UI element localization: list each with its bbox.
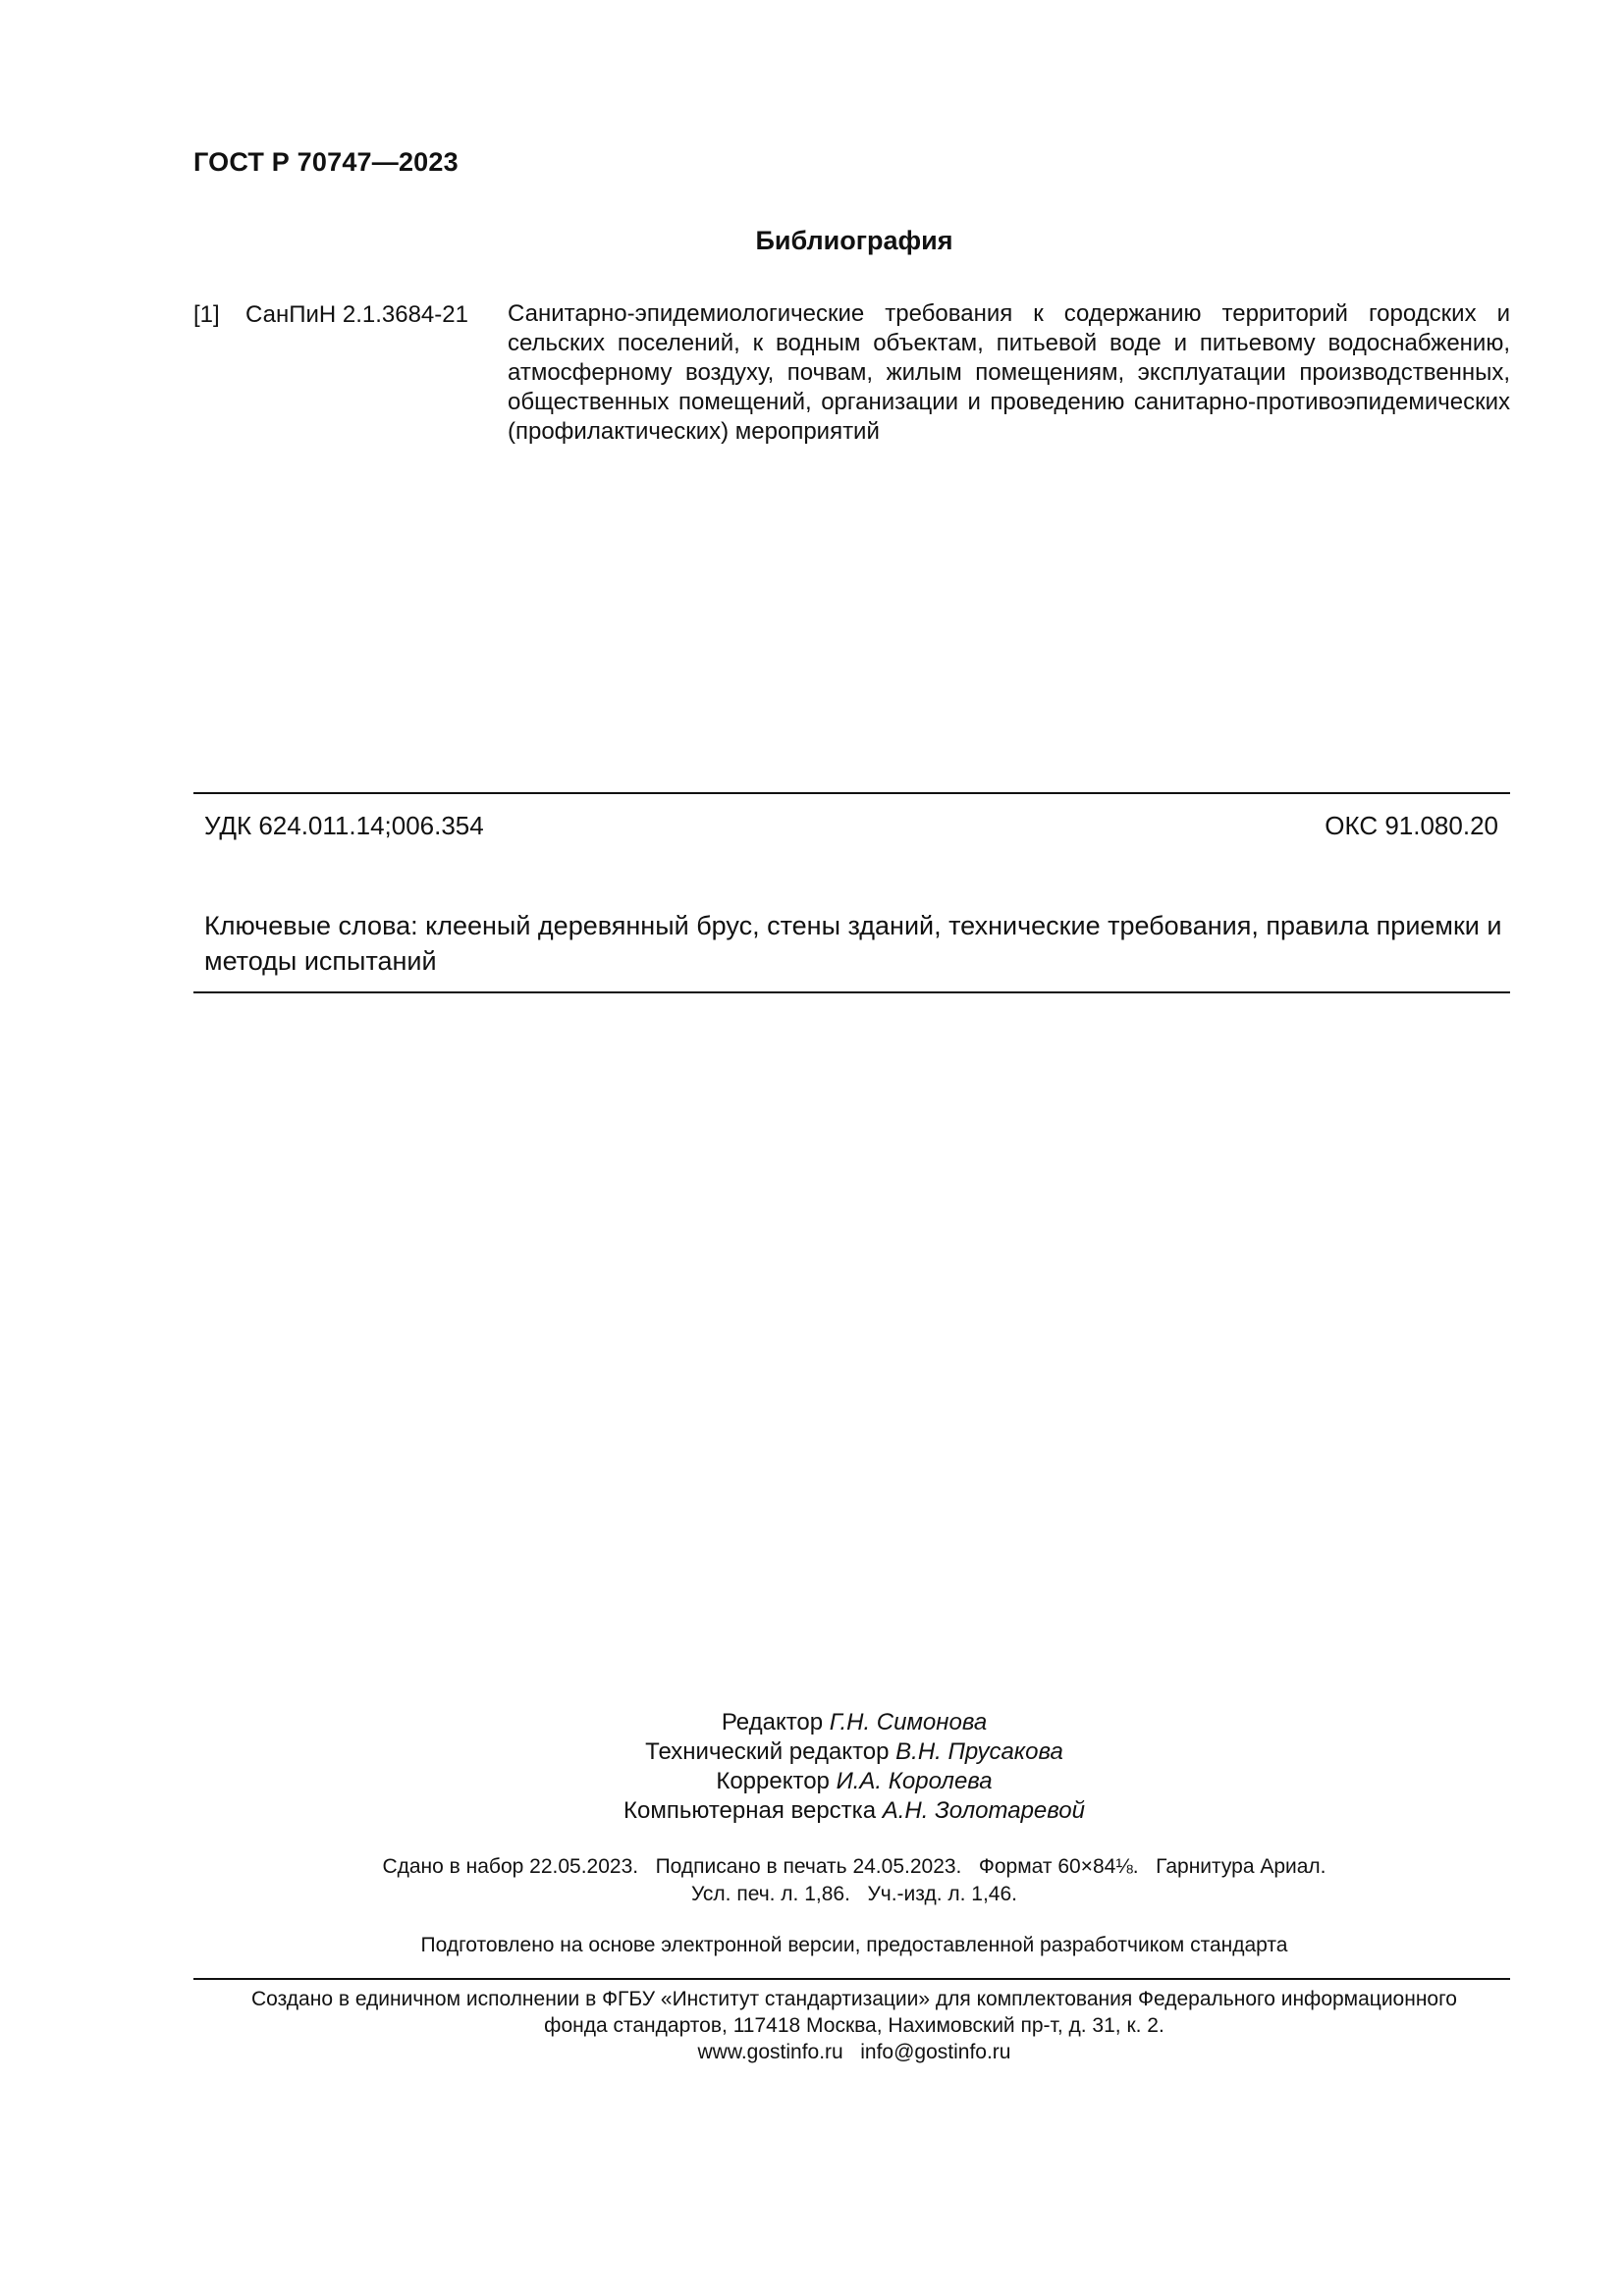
print-info	[0, 1853, 1624, 1908]
credit-layout: Компьютерная верстка А.Н. Золотаревой	[623, 1797, 1085, 1824]
print-info-line1: Сдано в набор 22.05.2023. Подписано в печать 24.05.2023. Формат 60×84⅛. Гарнитура Ариал.	[382, 1855, 1326, 1878]
reference-code: СанПиН 2.1.3684-21	[245, 301, 468, 328]
created-note	[0, 1986, 1624, 2065]
credits-block	[0, 1708, 1624, 1826]
credit-editor: Редактор Г.Н. Симонова	[721, 1709, 988, 1735]
divider-footer	[193, 1978, 1510, 1980]
print-info-line2: Усл. печ. л. 1,86. Уч.-изд. л. 1,46.	[690, 1883, 1017, 1905]
created-line2: фонда стандартов, 117418 Москва, Нахимовский пр-т, д. 31, к. 2.	[544, 2014, 1164, 2037]
credit-corrector: Корректор И.А. Королева	[716, 1768, 993, 1794]
reference-text: Санитарно-эпидемиологические требования к содержанию территорий городских и сельских поселений, к водным объектам, питьевой воде и питьевому водоснабжению, атмосферному воздуху, почвам, жилым помещениям, эксплуатации производственных, общественных помещений, организации и проведению санитарно-противоэпидемических (профилактических) мероприятий	[508, 300, 1510, 445]
divider-top	[193, 792, 1510, 794]
email-link[interactable]: info@gostinfo.ru	[860, 2041, 1011, 2063]
reference-number: [1]	[193, 301, 220, 328]
udk-code: УДК 624.011.14;006.354	[204, 811, 484, 840]
keywords: Ключевые слова: клееный деревянный брус, стены зданий, технические требования, правила приемки и методы испытаний	[204, 911, 1502, 976]
prepared-note: Подготовлено на основе электронной версии, предоставленной разработчиком стандарта	[420, 1934, 1288, 1956]
bibliography-title: Библиография	[755, 226, 953, 255]
credit-tech-editor: Технический редактор В.Н. Прусакова	[645, 1738, 1063, 1765]
created-line1: Создано в единичном исполнении в ФГБУ «Институт стандартизации» для комплектования Федерального информационного	[251, 1988, 1457, 2010]
website-link[interactable]: www.gostinfo.ru	[697, 2041, 843, 2063]
contacts	[0, 2039, 1624, 2065]
oks-code: ОКС 91.080.20	[1325, 811, 1498, 840]
document-code: ГОСТ Р 70747—2023	[193, 147, 459, 177]
divider-keywords	[193, 991, 1510, 993]
